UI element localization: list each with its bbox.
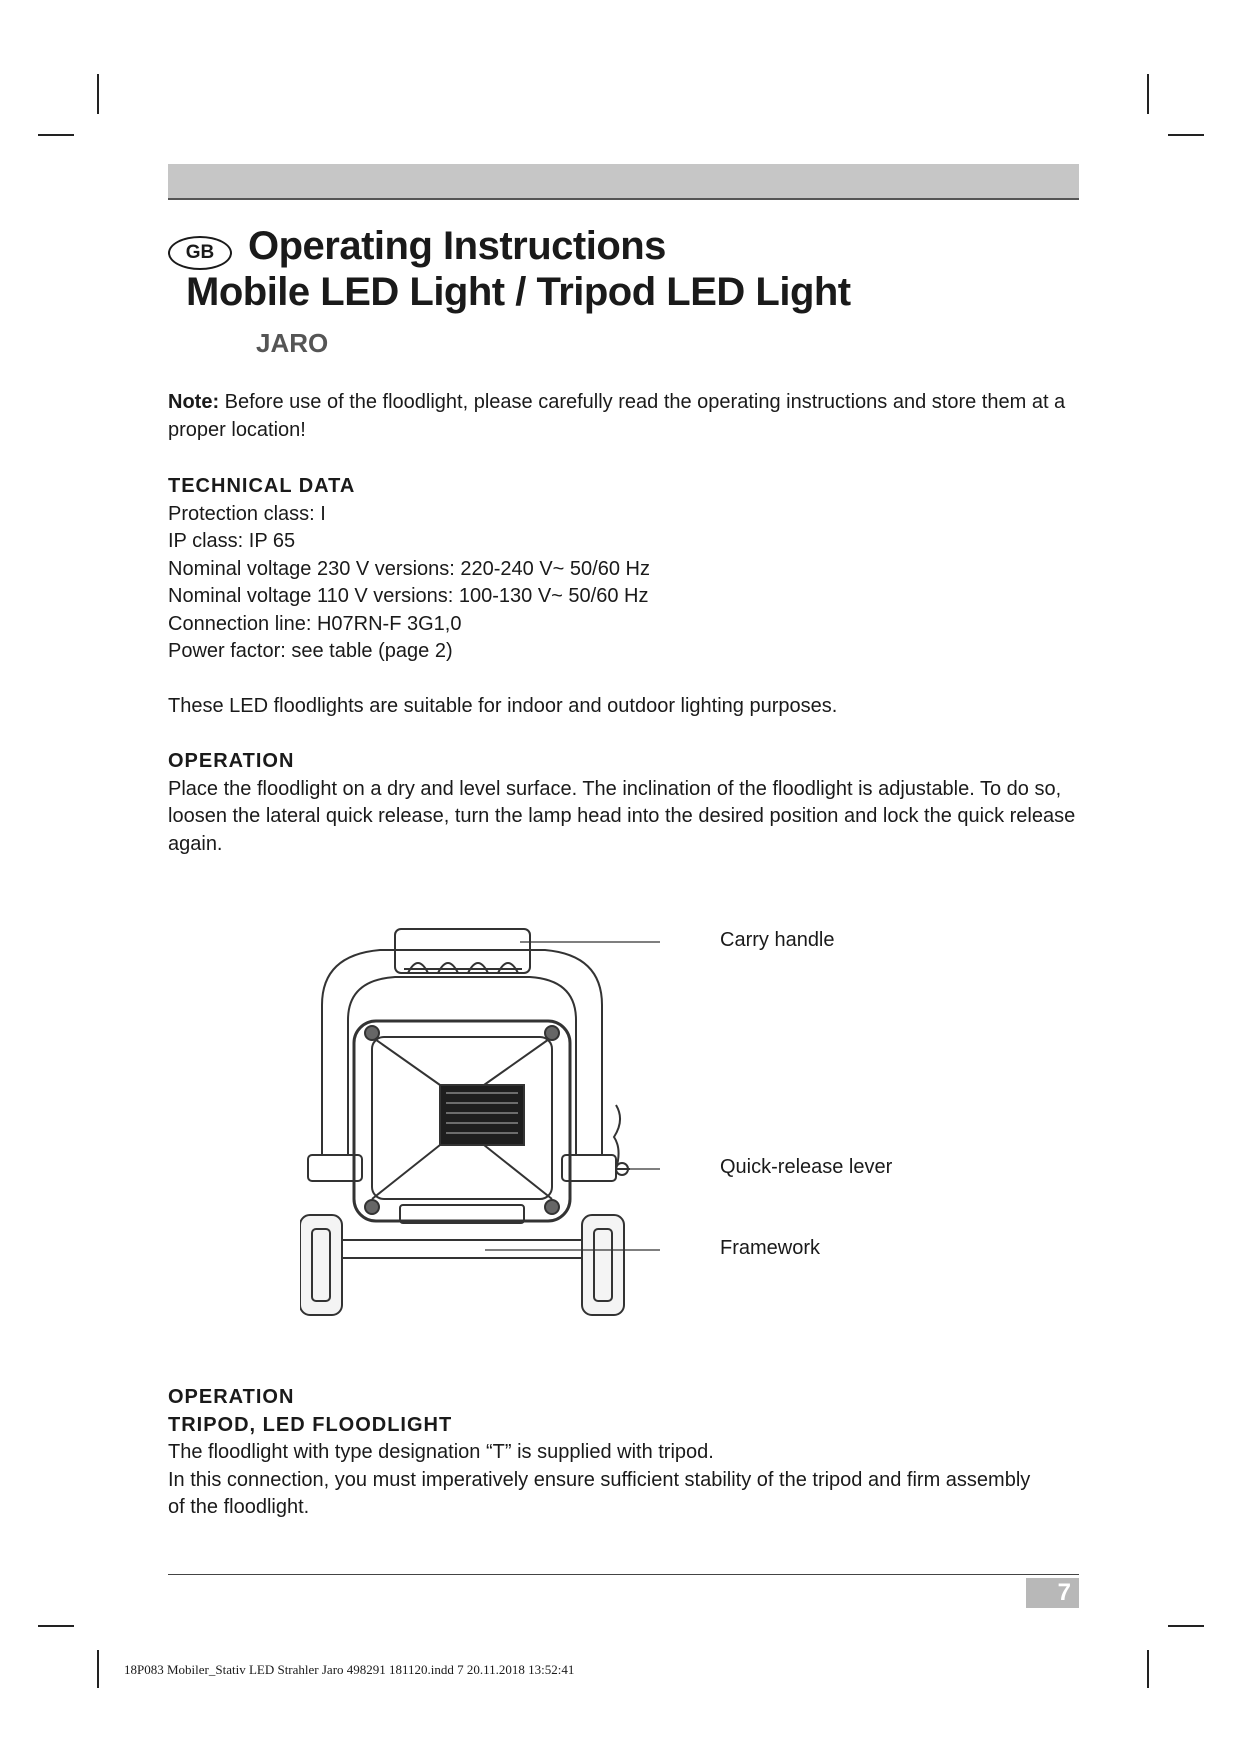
crop-mark (1168, 134, 1204, 136)
model-name: JARO (256, 328, 329, 358)
spec-line: Nominal voltage 110 V versions: 100-130 V~ 50/60 Hz (168, 585, 649, 607)
floodlight-diagram (300, 925, 893, 1345)
callout-carry-handle: Carry handle (720, 929, 835, 951)
crop-mark (38, 1625, 74, 1627)
callout-framework: Framework (720, 1237, 821, 1259)
crop-mark (97, 1650, 99, 1688)
tripod-operation-heading: OPERATION (168, 1386, 295, 1408)
tripod-text: In this connection, you must imperatively ensure sufficient stability of the tripod and firm assembly of the floodlight. (168, 1468, 1031, 1518)
spec-line: IP class: IP 65 (168, 530, 296, 552)
spec-line: Connection line: H07RN-F 3G1,0 (168, 612, 462, 635)
note-paragraph (168, 389, 1088, 444)
suitability-paragraph: These LED floodlights are suitable for indoor and outdoor lighting purposes. (168, 695, 838, 717)
note-text: Before use of the floodlight, please carefully read the operating instructions and store them at a proper location! (168, 391, 1066, 441)
callout-quick-release-lever: Quick-release lever (720, 1156, 893, 1178)
operation-section (168, 748, 1088, 858)
floodlight-illustration (300, 925, 860, 1345)
crop-mark (1168, 1625, 1204, 1627)
tripod-operation-section (168, 1384, 1088, 1522)
technical-data-section (168, 473, 1088, 666)
spec-line: Protection class: I (168, 502, 326, 525)
operation-text: Place the floodlight on a dry and level surface. The inclination of the floodlight is adjustable. To do so, loosen the lateral quick release, turn the lamp head into the desired position and lock the quick release again. (168, 777, 1076, 855)
language-badge: GB (168, 236, 232, 270)
crop-mark (97, 74, 99, 114)
operation-heading: OPERATION (168, 750, 295, 772)
crop-mark (1147, 1650, 1149, 1688)
technical-data-heading: TECHNICAL DATA (168, 475, 356, 497)
crop-mark (38, 134, 74, 136)
print-slug: 18P083 Mobiler_Stativ LED Strahler Jaro 498291 181120.indd 7 20.11.2018 13:52:41 (124, 1662, 575, 1677)
crop-mark (1147, 74, 1149, 114)
footer-rule (168, 1574, 1079, 1575)
spec-line: Nominal voltage 230 V versions: 220-240 V~ 50/60 Hz (168, 557, 650, 580)
tripod-text: The floodlight with type designation “T” is supplied with tripod. (168, 1441, 714, 1463)
header-bar (168, 164, 1079, 200)
spec-line: Power factor: see table (page 2) (168, 640, 453, 662)
note-label: Note: (168, 391, 220, 413)
tripod-subheading: TRIPOD, LED FLOODLIGHT (168, 1413, 453, 1436)
page-title: Operating Instructions (248, 224, 666, 268)
page-subtitle: Mobile LED Light / Tripod LED Light (186, 270, 851, 314)
page-number: 7 (1026, 1578, 1079, 1608)
